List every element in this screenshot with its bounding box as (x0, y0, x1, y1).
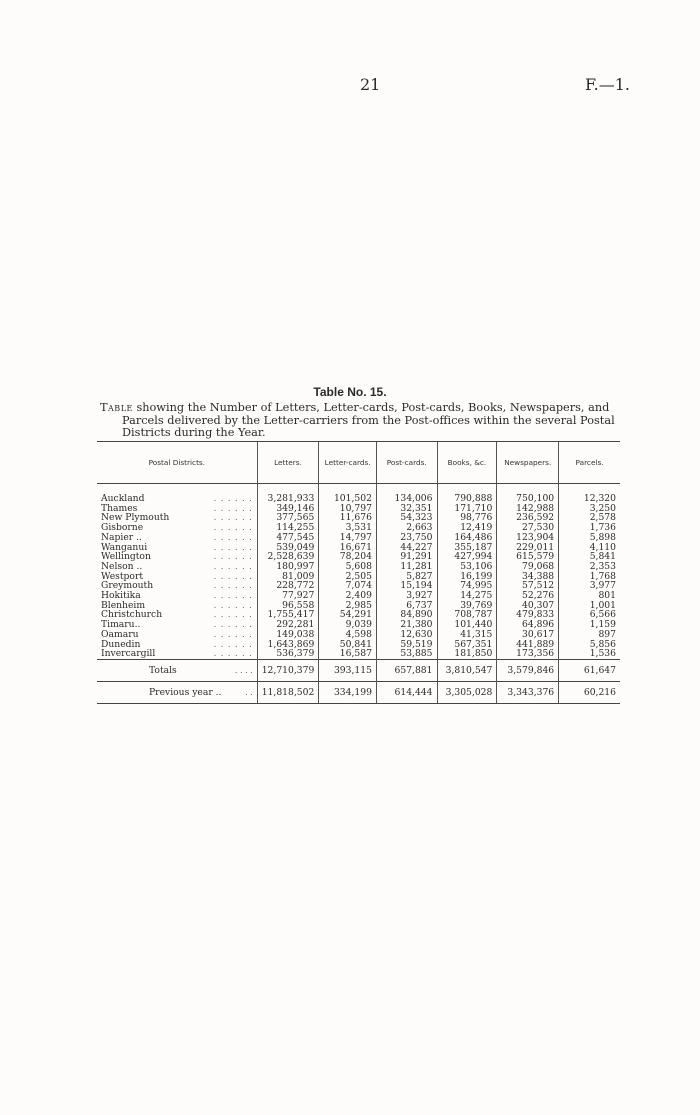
cell-post-cards: 12,630 (376, 630, 437, 640)
cell-newspapers: 27,530 (497, 523, 559, 533)
totals-label: Totals (149, 664, 177, 676)
cell-newspapers: 57,512 (497, 581, 559, 591)
cell-post-cards: 84,890 (376, 610, 437, 620)
leader-dots: . . . . . . (213, 571, 253, 581)
leader-dots: . . . . . . (213, 503, 253, 513)
cell-post-cards: 44,227 (376, 543, 437, 553)
cell-books: 41,315 (437, 630, 497, 640)
cell-newspapers: 30,617 (497, 630, 559, 640)
district-name: Gisborne (101, 522, 144, 534)
cell-letter-cards: 4,598 (319, 630, 377, 640)
cell-newspapers: 123,904 (497, 533, 559, 543)
cell-books: 98,776 (437, 513, 497, 523)
caption-line-2: Parcels delivered by the Letter-carriers from the Post-offices within the several Postal (122, 413, 615, 427)
leader-dots: . . . . . . (213, 542, 253, 552)
cell-post-cards: 15,194 (376, 581, 437, 591)
cell-letters: 477,545 (257, 533, 319, 543)
cell-letter-cards: 2,505 (319, 572, 377, 582)
district-name: Napier .. (101, 531, 142, 543)
postal-districts-table (97, 441, 620, 704)
cell-letters: 114,255 (257, 523, 319, 533)
cell-letter-cards: 10,797 (319, 504, 377, 514)
leader-dots: . . . . . . (213, 561, 253, 571)
cell-parcels: 3,977 (559, 581, 620, 591)
cell-newspapers: 52,276 (497, 591, 559, 601)
caption-line-3: Districts during the Year. (122, 426, 266, 439)
district-name: New Plymouth (101, 512, 170, 524)
cell-newspapers: 173,356 (497, 649, 559, 659)
cell-letter-cards: 11,676 (319, 513, 377, 523)
totals-dots: . . . . (234, 665, 253, 675)
district-name: Westport (101, 570, 144, 582)
cell-parcels: 5,841 (559, 552, 620, 562)
cell-parcels: 1,768 (559, 572, 620, 582)
district-name: Greymouth (101, 580, 154, 592)
cell-letters: 292,281 (257, 620, 319, 630)
totals-newspapers: 3,579,846 (497, 659, 559, 681)
leader-dots: . . . . . . (213, 639, 253, 649)
cell-letters: 77,927 (257, 591, 319, 601)
cell-letters: 149,038 (257, 630, 319, 640)
previous-year-row (97, 681, 620, 703)
cell-newspapers: 750,100 (497, 494, 559, 504)
district-name: Dunedin (101, 638, 141, 650)
leader-dots: . . . . . . (213, 620, 253, 630)
previous-newspapers: 3,343,376 (497, 681, 559, 703)
cell-post-cards: 32,351 (376, 504, 437, 514)
cell-parcels: 12,320 (559, 494, 620, 504)
cell-parcels: 5,898 (559, 533, 620, 543)
leader-dots: . . . . . . (213, 610, 253, 620)
leader-dots: . . . . . . (213, 629, 253, 639)
previous-letter-cards: 334,199 (319, 681, 377, 703)
cell-letters: 539,049 (257, 543, 319, 553)
cell-books: 567,351 (437, 640, 497, 650)
cell-post-cards: 5,827 (376, 572, 437, 582)
header-books: Books, &c. (437, 442, 497, 484)
cell-letters: 228,772 (257, 581, 319, 591)
cell-books: 790,888 (437, 494, 497, 504)
cell-letters: 2,528,639 (257, 552, 319, 562)
cell-post-cards: 53,885 (376, 649, 437, 659)
district-name: Timaru.. (101, 619, 141, 631)
cell-letter-cards: 78,204 (319, 552, 377, 562)
table-header-row (97, 442, 620, 484)
cell-letter-cards: 2,409 (319, 591, 377, 601)
header-letter-cards: Letter-cards. (319, 442, 377, 484)
district-name: Auckland (101, 493, 145, 504)
header-letters: Letters. (257, 442, 319, 484)
cell-post-cards: 3,927 (376, 591, 437, 601)
cell-letter-cards: 5,608 (319, 562, 377, 572)
cell-letter-cards: 7,074 (319, 581, 377, 591)
cell-parcels: 1,001 (559, 601, 620, 611)
cell-parcels: 801 (559, 591, 620, 601)
leader-dots: . . . . . . (213, 591, 253, 601)
cell-post-cards: 11,281 (376, 562, 437, 572)
cell-parcels: 4,110 (559, 543, 620, 553)
cell-parcels: 5,856 (559, 640, 620, 650)
previous-post-cards: 614,444 (376, 681, 437, 703)
header-parcels: Parcels. (559, 442, 620, 484)
cell-post-cards: 21,380 (376, 620, 437, 630)
cell-newspapers: 236,592 (497, 513, 559, 523)
cell-books: 39,769 (437, 601, 497, 611)
cell-newspapers: 142,988 (497, 504, 559, 514)
cell-letter-cards: 3,531 (319, 523, 377, 533)
cell-letters: 96,558 (257, 601, 319, 611)
cell-parcels: 1,736 (559, 523, 620, 533)
header-newspapers: Newspapers. (497, 442, 559, 484)
cell-post-cards: 134,006 (376, 494, 437, 504)
cell-books: 171,710 (437, 504, 497, 514)
previous-parcels: 60,216 (559, 681, 620, 703)
leader-dots: . . . . . . (213, 600, 253, 610)
cell-parcels: 1,536 (559, 649, 620, 659)
cell-letter-cards: 2,985 (319, 601, 377, 611)
cell-letters: 536,379 (257, 649, 319, 659)
cell-post-cards: 54,323 (376, 513, 437, 523)
cell-post-cards: 23,750 (376, 533, 437, 543)
caption-line-1: showing the Number of Letters, Letter-cards, Post-cards, Books, Newspapers, and (136, 401, 610, 414)
header-post-cards: Post-cards. (376, 442, 437, 484)
totals-letters: 12,710,379 (257, 659, 319, 681)
leader-dots: . . . . . . (213, 649, 253, 659)
cell-books: 14,275 (437, 591, 497, 601)
cell-letter-cards: 14,797 (319, 533, 377, 543)
totals-books: 3,810,547 (437, 659, 497, 681)
district-name: Wellington (101, 551, 151, 563)
cell-books: 74,995 (437, 581, 497, 591)
page-reference: F.—1. (585, 75, 630, 94)
cell-parcels: 2,353 (559, 562, 620, 572)
cell-newspapers: 441,889 (497, 640, 559, 650)
header-postal-districts: Postal Districts. (97, 442, 257, 484)
table-caption (100, 402, 620, 440)
cell-letters: 3,281,933 (257, 494, 319, 504)
previous-year-label: Previous year .. (149, 686, 222, 698)
cell-letter-cards: 16,587 (319, 649, 377, 659)
leader-dots: . . . . . . (213, 494, 253, 503)
previous-letters: 11,818,502 (257, 681, 319, 703)
cell-parcels: 2,578 (559, 513, 620, 523)
cell-books: 708,787 (437, 610, 497, 620)
cell-post-cards: 2,663 (376, 523, 437, 533)
cell-newspapers: 229,011 (497, 543, 559, 553)
leader-dots: . . . . . . (213, 532, 253, 542)
district-name: Oamaru (101, 628, 139, 640)
cell-letter-cards: 16,671 (319, 543, 377, 553)
cell-books: 101,440 (437, 620, 497, 630)
cell-letter-cards: 54,291 (319, 610, 377, 620)
cell-letters: 1,643,869 (257, 640, 319, 650)
cell-books: 427,994 (437, 552, 497, 562)
cell-letters: 81,009 (257, 572, 319, 582)
leader-dots: . . . . . . (213, 523, 253, 533)
totals-row (97, 659, 620, 681)
cell-letters: 349,146 (257, 504, 319, 514)
district-name: Nelson .. (101, 560, 143, 572)
leader-dots: . . . . . . (213, 581, 253, 591)
caption-lead: Table (100, 401, 133, 414)
cell-books: 355,187 (437, 543, 497, 553)
cell-letter-cards: 101,502 (319, 494, 377, 504)
previous-year-dots: . . (245, 687, 253, 697)
cell-letters: 1,755,417 (257, 610, 319, 620)
cell-post-cards: 59,519 (376, 640, 437, 650)
cell-letter-cards: 50,841 (319, 640, 377, 650)
district-name: Hokitika (101, 590, 141, 602)
district-name: Wanganui (101, 541, 148, 553)
district-name: Invercargill (101, 648, 156, 660)
cell-newspapers: 79,068 (497, 562, 559, 572)
cell-newspapers: 64,896 (497, 620, 559, 630)
cell-letter-cards: 9,039 (319, 620, 377, 630)
cell-letters: 180,997 (257, 562, 319, 572)
cell-newspapers: 34,388 (497, 572, 559, 582)
cell-books: 164,486 (437, 533, 497, 543)
cell-parcels: 897 (559, 630, 620, 640)
leader-dots: . . . . . . (213, 513, 253, 523)
cell-books: 12,419 (437, 523, 497, 533)
cell-newspapers: 40,307 (497, 601, 559, 611)
cell-parcels: 1,159 (559, 620, 620, 630)
page-number: 21 (360, 75, 381, 94)
cell-parcels: 6,566 (559, 610, 620, 620)
cell-books: 16,199 (437, 572, 497, 582)
previous-books: 3,305,028 (437, 681, 497, 703)
cell-books: 181,850 (437, 649, 497, 659)
cell-post-cards: 6,737 (376, 601, 437, 611)
totals-parcels: 61,647 (559, 659, 620, 681)
table-row (97, 649, 620, 659)
cell-newspapers: 615,579 (497, 552, 559, 562)
leader-dots: . . . . . . (213, 552, 253, 562)
totals-letter-cards: 393,115 (319, 659, 377, 681)
cell-parcels: 3,250 (559, 504, 620, 514)
cell-newspapers: 479,833 (497, 610, 559, 620)
district-name: Christchurch (101, 609, 163, 621)
totals-post-cards: 657,881 (376, 659, 437, 681)
cell-books: 53,106 (437, 562, 497, 572)
cell-post-cards: 91,291 (376, 552, 437, 562)
table-title: Table No. 15. (313, 385, 387, 399)
cell-letters: 377,565 (257, 513, 319, 523)
district-name: Thames (101, 502, 138, 514)
district-name: Blenheim (101, 599, 146, 611)
